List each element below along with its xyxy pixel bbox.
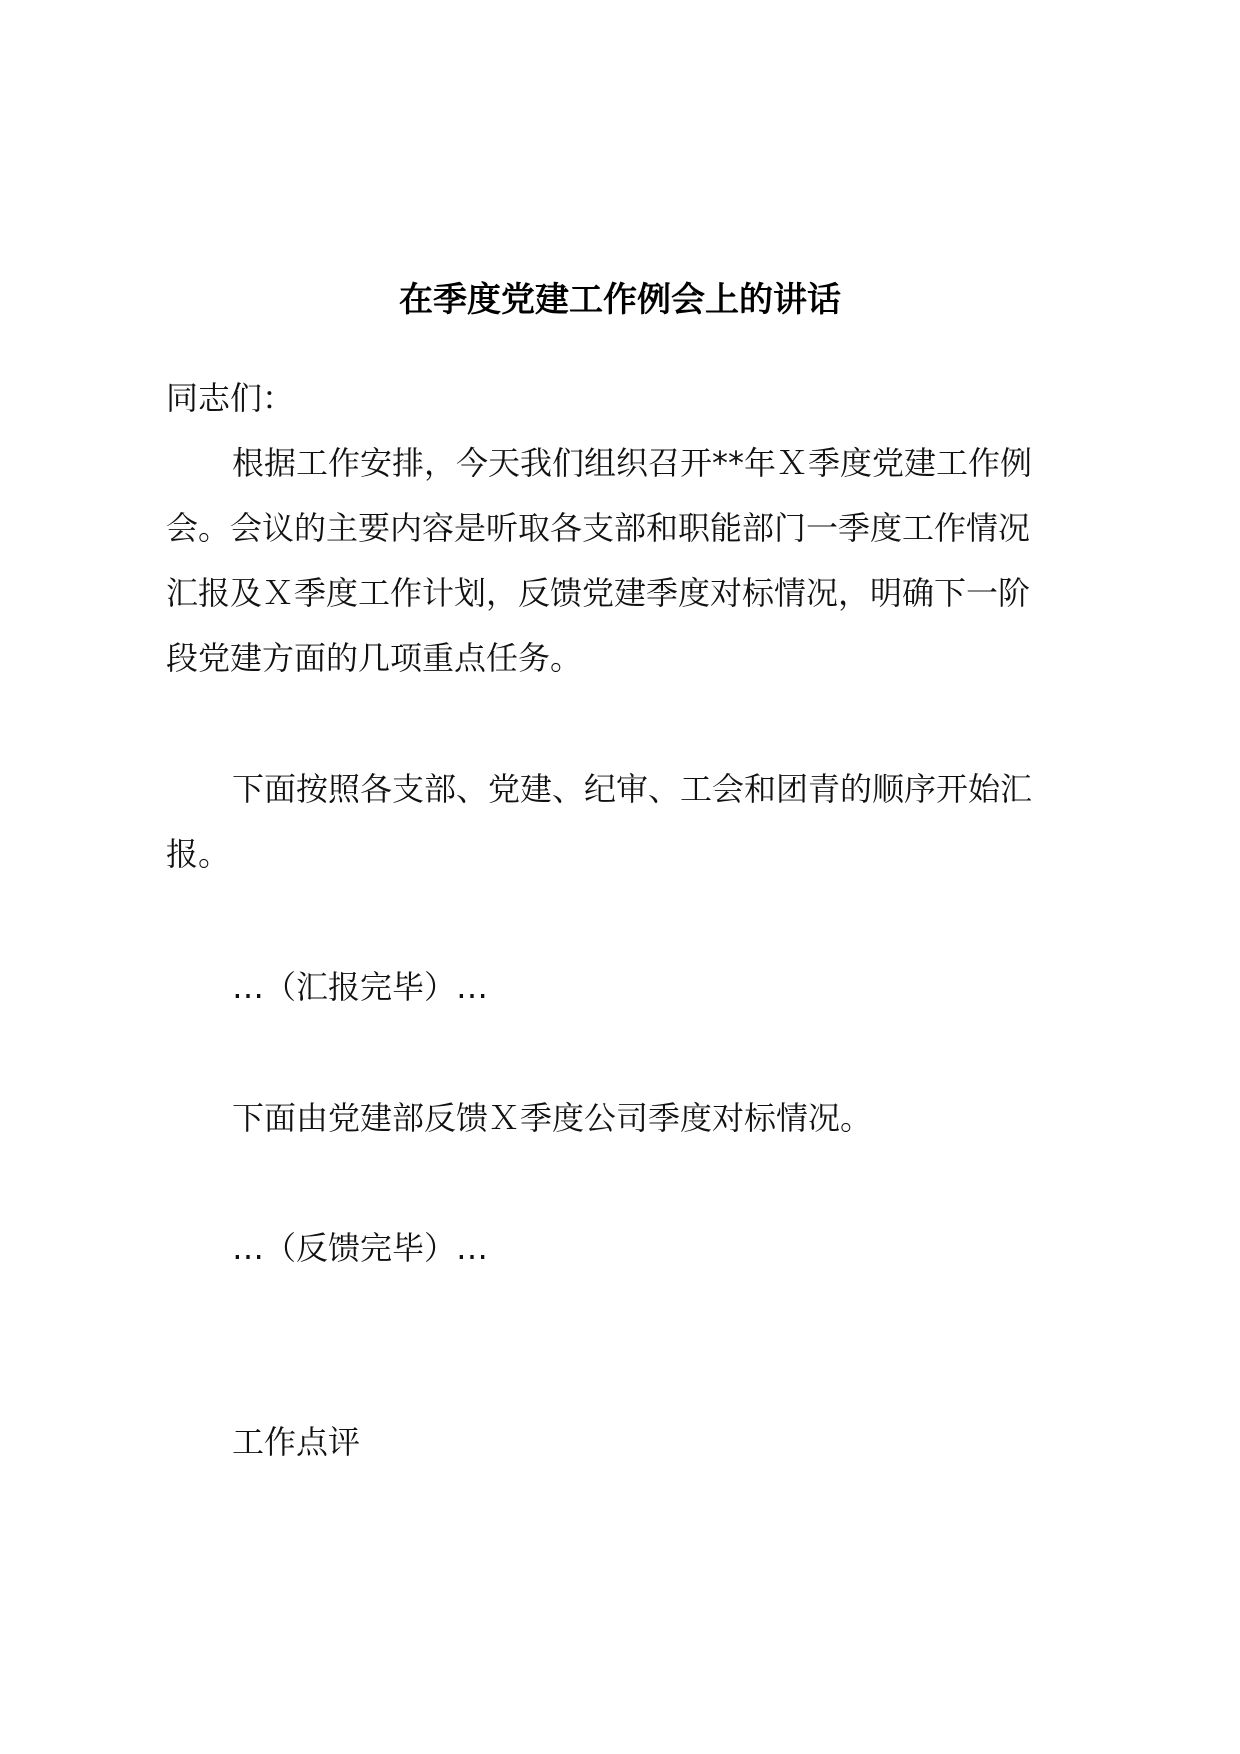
feedback-done-note: …（反馈完毕）… bbox=[232, 1229, 489, 1267]
intro-line-3: 汇报及Ｘ季度工作计划，反馈党建季度对标情况，明确下一阶 bbox=[166, 574, 1031, 612]
intro-line-2: 会。会议的主要内容是听取各支部和职能部门一季度工作情况 bbox=[166, 509, 1031, 547]
order-line-2: 报。 bbox=[166, 835, 231, 873]
feedback-intro: 下面由党建部反馈Ｘ季度公司季度对标情况。 bbox=[232, 1099, 873, 1137]
intro-line-1: 根据工作安排，今天我们组织召开**年Ｘ季度党建工作例 bbox=[232, 444, 1033, 482]
salutation: 同志们： bbox=[166, 379, 295, 417]
section-heading-work-review: 工作点评 bbox=[232, 1423, 361, 1461]
report-done-note: …（汇报完毕）… bbox=[232, 968, 489, 1006]
order-line-1: 下面按照各支部、党建、纪审、工会和团青的顺序开始汇 bbox=[232, 770, 1033, 808]
document-title: 在季度党建工作例会上的讲话 bbox=[399, 280, 841, 320]
intro-line-4: 段党建方面的几项重点任务。 bbox=[166, 639, 583, 677]
